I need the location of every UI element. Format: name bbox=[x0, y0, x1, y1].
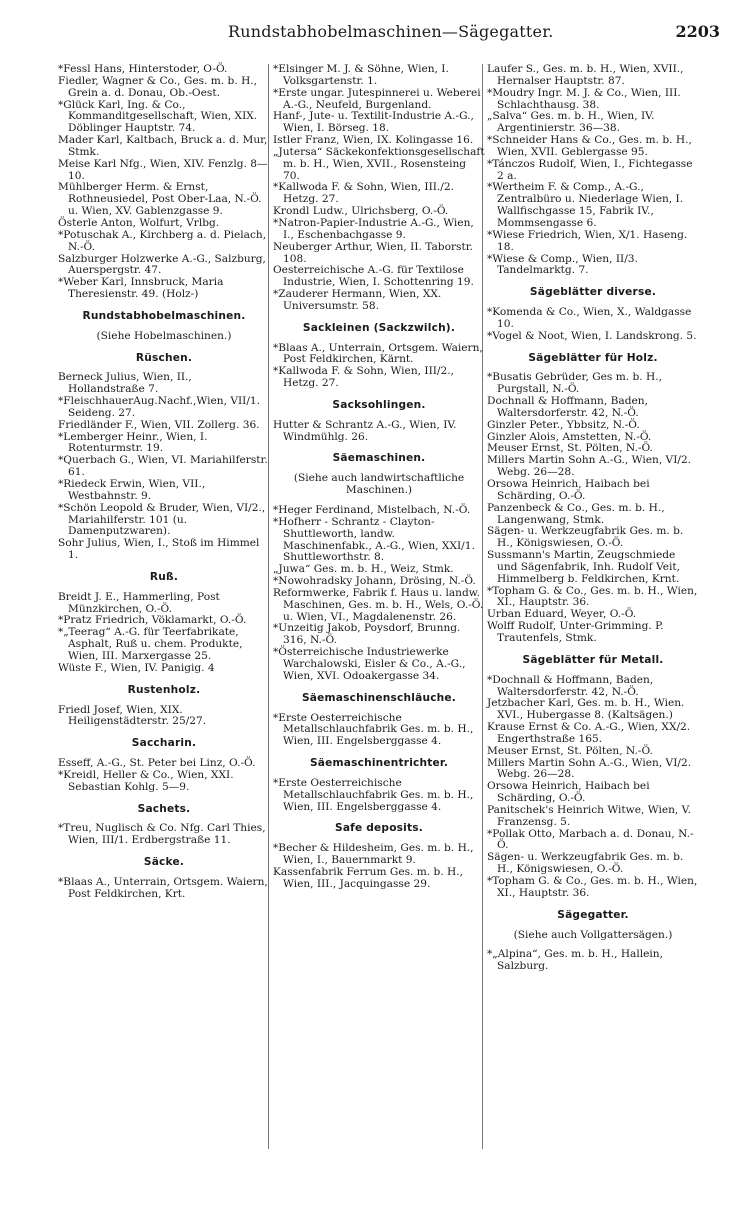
directory-entry: Oesterreichische A.-G. für Textilose Industrie, Wien, I. Schottenring 19. bbox=[273, 264, 474, 289]
directory-entry: *Nowohradsky Johann, Drösing, N.-Ö. bbox=[273, 575, 476, 588]
directory-entry: *FleischhauerAug.Nachf.,Wien, VII/1. Seideng. 27. bbox=[58, 395, 261, 419]
directory-entry: Mühlberger Herm. & Ernst, Rothneusiedel, Post Ober-Laa, N.-Ö. u. Wien, XV. Gablenzgasse 9. bbox=[58, 181, 262, 218]
directory-entry: *Schneider Hans & Co., Ges. m. b. H., Wien, XVII. Geblergasse 95. bbox=[487, 134, 692, 158]
directory-entry: *Pratz Friedrich, Vöklamarkt, O.-Ö. bbox=[58, 614, 247, 627]
directory-entry: *Wiese & Comp., Wien, II/3. Tandelmarktg. 7. bbox=[487, 252, 638, 277]
directory-entry: *Schön Leopold & Bruder, Wien, VI/2., Mariahilferstr. 101 (u. Damenputzwaren). bbox=[58, 501, 266, 538]
directory-entry: *Topham G. & Co., Ges. m. b. H., Wien, XI., Hauptstr. 36. bbox=[487, 875, 698, 899]
section-note: (Siehe auch Vollgattersägen.) bbox=[513, 928, 673, 941]
section-heading: Sacksohlingen. bbox=[332, 398, 426, 411]
section-heading: Sägeblätter für Metall. bbox=[522, 653, 664, 666]
directory-entry: *Topham G. & Co., Ges. m. b. H., Wien, XI., Hauptstr. 36. bbox=[487, 584, 698, 609]
directory-entry: *Wertheim F. & Comp., A.-G., Zentralbüro u. Niederlage Wien, I. Wallfischgasse 15, Fabrik IV., Mommsengasse 6. bbox=[487, 181, 684, 229]
directory-entry: *Kallwoda F. & Sohn, Wien, III/2., Hetzg. 27. bbox=[273, 365, 454, 390]
directory-entry: Sägen- u. Werkzeugfabrik Ges. m. b. H., Königswiesen, O.-Ö. bbox=[487, 525, 684, 550]
directory-entry: *Zauderer Hermann, Wien, XX. Universumstr. 58. bbox=[273, 288, 442, 312]
directory-entry: „Salva“ Ges. m. b. H., Wien, IV. Argentinierstr. 36—38. bbox=[487, 110, 655, 135]
directory-entry: Österle Anton, Wolfurt, Vrlbg. bbox=[58, 216, 220, 229]
directory-entry: Ginzler Peter., Ybbsitz, N.-Ö. bbox=[487, 418, 640, 431]
directory-column-1 bbox=[58, 64, 270, 901]
directory-entry: Berneck Julius, Wien, II., Hollandstraße 7. bbox=[58, 371, 192, 396]
directory-entry: Millers Martin Sohn A.-G., Wien, VI/2. Webg. 26—28. bbox=[487, 454, 692, 479]
directory-entry: *Unzeitig Jakob, Poysdorf, Brunng. 316, N.-Ö. bbox=[273, 622, 461, 647]
directory-entry: Hutter & Schrantz A.-G., Wien, IV. Windmühlg. 26. bbox=[273, 418, 457, 443]
directory-column-3 bbox=[487, 64, 699, 973]
directory-entry: Urban Eduard, Weyer, O.-Ö. bbox=[487, 608, 637, 621]
directory-entry: Wolff Rudolf, Unter-Grimming. P. Trautenfels, Stmk. bbox=[487, 620, 664, 644]
directory-entry: Panzenbeck & Co., Ges. m. b. H., Langenwang, Stmk. bbox=[487, 501, 665, 526]
directory-entry: *Komenda & Co., Wien, X., Waldgasse 10. bbox=[487, 306, 692, 330]
directory-entry: *Wiese Friedrich, Wien, X/1. Haseng. 18. bbox=[487, 228, 688, 253]
directory-entry: *Österreichische Industriewerke Warchalowski, Eisler & Co., A.-G., Wien, XVI. Odoakergasse 34. bbox=[273, 646, 466, 682]
directory-entry: *„Teerag“ A.-G. für Teerfabrikate, Asphalt, Ruß u. chem. Produkte, Wien, III. Marxergasse 25. bbox=[58, 626, 243, 662]
page-title: Rundstabhobelmaschinen—Sägegatter. bbox=[228, 22, 554, 41]
section-heading: Sägegatter. bbox=[557, 908, 629, 921]
directory-entry: *Tánczos Rudolf, Wien, I., Fichtegasse 2 a. bbox=[487, 157, 693, 182]
directory-entry: *„Alpina“, Ges. m. b. H., Hallein, Salzburg. bbox=[487, 948, 664, 973]
directory-entry: *Blaas A., Unterrain, Ortsgem. Waiern, Post Feldkirchen, Kärnt. bbox=[273, 341, 483, 366]
directory-entry: Wüste F., Wien, IV. Panigig. 4 bbox=[58, 661, 215, 674]
directory-entry: *Moudry Ingr. M. J. & Co., Wien, III. Schlachthausg. 38. bbox=[487, 86, 681, 111]
section-note: (Siehe auch landwirtschaftliche Maschinen.) bbox=[293, 472, 465, 497]
section-heading: Rustenholz. bbox=[127, 683, 201, 696]
directory-entry: Jetzbacher Karl, Ges. m. b. H., Wien. XVI., Hubergasse 8. (Kaltsägen.) bbox=[487, 697, 685, 722]
section-heading: Säemaschinenschläuche. bbox=[301, 691, 457, 704]
directory-entry: Reformwerke, Fabrik f. Haus u. landw. Maschinen, Ges. m. b. H., Wels, O.-Ö. u. Wien, VI., Magdalenenstr. 26. bbox=[273, 586, 484, 623]
directory-entry: „Jutersa“ Säckekonfektionsgesellschaft m. b. H., Wien, XVII., Rosensteing 70. bbox=[273, 145, 485, 182]
directory-entry: *Fessl Hans, Hinterstoder, O-Ö. bbox=[58, 63, 228, 75]
directory-entry: Friedl Josef, Wien, XIX. Heiligenstädterstr. 25/27. bbox=[58, 703, 207, 728]
directory-entry: *Erste Oesterreichische Metallschlauchfabrik Ges. m. b. H., Wien, III. Engelsberggasse 4. bbox=[273, 711, 474, 748]
directory-entry: Sussmann's Martin, Zeugschmiede und Sägenfabrik, Inh. Rudolf Veit, Himmelberg b. Feldkirchen, Krnt. bbox=[487, 549, 681, 585]
section-note: (Siehe Hobelmaschinen.) bbox=[96, 329, 232, 342]
directory-entry: *Heger Ferdinand, Mistelbach, N.-Ö. bbox=[273, 504, 471, 516]
directory-entry: *Treu, Nuglisch & Co. Nfg. Carl Thies, Wien, III/1. Erdbergstraße 11. bbox=[58, 822, 266, 847]
directory-entry: Neuberger Arthur, Wien, II. Taborstr. 108. bbox=[273, 240, 473, 265]
directory-entry: Mader Karl, Kaltbach, Bruck a. d. Mur, Stmk. bbox=[58, 134, 268, 158]
directory-entry: Panitschek's Heinrich Witwe, Wien, V. Franzensg. 5. bbox=[487, 803, 691, 828]
directory-entry: Dochnall & Hoffmann, Baden, Waltersdorferstr. 42, N.-Ö. bbox=[487, 395, 648, 419]
directory-entry: *Weber Karl, Innsbruck, Maria Theresienstr. 49. (Holz-) bbox=[58, 276, 224, 301]
directory-entry: *Pollak Otto, Marbach a. d. Donau, N.-Ö. bbox=[487, 827, 694, 852]
directory-entry: *Lemberger Heinr., Wien, I. Rotenturmstr. 19. bbox=[58, 430, 208, 455]
section-heading: Säemaschinentrichter. bbox=[309, 757, 449, 770]
directory-entry: *Becher & Hildesheim, Ges. m. b. H., Wien, I., Bauernmarkt 9. bbox=[273, 842, 474, 867]
directory-entry: *Glück Karl, Ing. & Co., Kommanditgesellschaft, Wien, XIX. Döblinger Hauptstr. 74. bbox=[58, 98, 258, 135]
directory-column-2 bbox=[273, 64, 485, 891]
section-heading: Sackleinen (Sackzwilch). bbox=[302, 321, 456, 334]
directory-entry: *Vogel & Noot, Wien, I. Landskrong. 5. bbox=[487, 329, 697, 342]
directory-entry: Ginzler Alois, Amstetten, N.-Ö. bbox=[487, 430, 652, 443]
directory-entry: *Natron-Papier-Industrie A.-G., Wien, I., Eschenbachgasse 9. bbox=[273, 216, 474, 241]
directory-entry: Krondl Ludw., Ulrichsberg, O.-Ö. bbox=[273, 205, 449, 218]
directory-entry: *Kreidl, Heller & Co., Wien, XXI. Sebastian Kohlg. 5—9. bbox=[58, 768, 234, 793]
section-heading: Säcke. bbox=[143, 856, 185, 869]
directory-entry: Laufer S., Ges. m. b. H., Wien, XVII., Hernalser Hauptstr. 87. bbox=[487, 63, 684, 87]
section-heading: Ruß. bbox=[149, 570, 179, 583]
section-heading: Rüschen. bbox=[135, 351, 193, 364]
page-number: 2203 bbox=[675, 22, 720, 41]
directory-entry: Sägen- u. Werkzeugfabrik Ges. m. b. H., Königswiesen, O.-Ö. bbox=[487, 851, 684, 876]
directory-entry: *Hofherr - Schrantz - Clayton-Shuttleworth, landw. Maschinenfabk., A.-G., Wien, XXI/1. Shuttleworthstr. 8. bbox=[273, 515, 475, 564]
directory-entry: Meuser Ernst, St. Pölten, N.-Ö. bbox=[487, 744, 653, 757]
directory-entry: Hanf-, Jute- u. Textilit-Industrie A.-G., Wien, I. Börseg. 18. bbox=[273, 110, 474, 135]
directory-entry: *Dochnall & Hoffmann, Baden, Waltersdorferstr. 42, N.-Ö. bbox=[487, 673, 654, 698]
section-heading: Sägeblätter für Holz. bbox=[528, 351, 658, 364]
directory-entry: *Potuschak A., Kirchberg a. d. Pielach, N.-Ö. bbox=[58, 228, 267, 253]
page-header bbox=[0, 22, 744, 52]
section-heading: Rundstabhobelmaschinen. bbox=[82, 309, 246, 322]
section-heading: Säemaschinen. bbox=[332, 452, 426, 465]
directory-entry: *Querbach G., Wien, VI. Mariahilferstr. 61. bbox=[58, 454, 268, 479]
directory-entry: *Busatis Gebrüder, Ges m. b. H., Purgstall, N.-Ö. bbox=[487, 371, 662, 396]
directory-entry: Orsowa Heinrich, Haibach bei Schärding, O.-Ö. bbox=[487, 478, 650, 502]
directory-entry: Salzburger Holzwerke A.-G., Salzburg, Auerspergstr. 47. bbox=[58, 252, 266, 277]
directory-entry: Meuser Ernst, St. Pölten, N.-Ö. bbox=[487, 442, 653, 455]
directory-entry: Kassenfabrik Ferrum Ges. m. b. H., Wien, III., Jacquingasse 29. bbox=[273, 865, 464, 890]
directory-entry: Meise Karl Nfg., Wien, XIV. Fenzlg. 8—10. bbox=[58, 157, 268, 182]
directory-entry: *Elsinger M. J. & Söhne, Wien, I. Volksgartenstr. 1. bbox=[273, 63, 449, 87]
directory-entry: Fiedler, Wagner & Co., Ges. m. b. H., Grein a. d. Donau, Ob.-Oest. bbox=[58, 74, 258, 99]
directory-entry: Esseff, A.-G., St. Peter bei Linz, O.-Ö. bbox=[58, 757, 256, 770]
directory-entry: Friedländer F., Wien, VII. Zollerg. 36. bbox=[58, 418, 260, 431]
section-heading: Sachets. bbox=[137, 802, 191, 815]
directory-entry: *Blaas A., Unterrain, Ortsgem. Waiern, Post Feldkirchen, Krt. bbox=[58, 875, 268, 900]
directory-entry: *Erste ungar. Jutespinnerei u. Weberei A.-G., Neufeld, Burgenland. bbox=[273, 86, 481, 111]
directory-entry: „Juwa“ Ges. m. b. H., Weiz, Stmk. bbox=[273, 563, 454, 576]
directory-entry: Millers Martin Sohn A.-G., Wien, VI/2. Webg. 26—28. bbox=[487, 756, 692, 781]
section-heading: Safe deposits. bbox=[334, 822, 424, 835]
directory-entry: *Riedeck Erwin, Wien, VII., Westbahnstr. 9. bbox=[58, 478, 206, 502]
directory-entry: Sohr Julius, Wien, I., Stoß im Himmel 1. bbox=[58, 537, 260, 562]
directory-entry: *Erste Oesterreichische Metallschlauchfabrik Ges. m. b. H., Wien, III. Engelsberggasse 4. bbox=[273, 776, 474, 813]
directory-entry: Orsowa Heinrich, Haibach bei Schärding, O.-Ö. bbox=[487, 780, 650, 805]
directory-entry: Krause Ernst & Co. A.-G., Wien, XX/2. Engerthstraße 165. bbox=[487, 721, 691, 745]
directory-entry: *Kallwoda F. & Sohn, Wien, III./2. Hetzg. 27. bbox=[273, 181, 454, 206]
directory-entry: Istler Franz, Wien, IX. Kolingasse 16. bbox=[273, 134, 474, 147]
directory-entry: Breidt J. E., Hammerling, Post Münzkirchen, O.-Ö. bbox=[58, 590, 220, 615]
section-heading: Saccharin. bbox=[131, 737, 197, 750]
section-heading: Sägeblätter diverse. bbox=[529, 286, 657, 299]
